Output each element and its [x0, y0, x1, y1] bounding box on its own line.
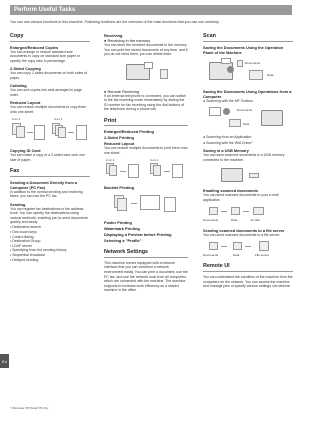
- heading-reduced-layout: Reduced Layout: [10, 100, 41, 106]
- list-item: • Coded dialing: [10, 234, 34, 239]
- text-id-card: You can make a copy of a 2-sided card onto one side of paper.: [10, 153, 85, 162]
- fig-label-2on1: 2 on 1: [106, 158, 115, 163]
- fig-label-documents: Documents: [203, 218, 219, 223]
- heading-poster-printing: Poster Printing: [104, 220, 132, 226]
- text-remote-ui: You can understand the condition of the machine from the computers on the network. You can access the machine and manage jobs or specify various settings via network.: [203, 274, 293, 289]
- fig-label-4on1: 4 on 1: [150, 158, 159, 163]
- fig-label-4on1: 4 on 1: [54, 117, 63, 122]
- language-tab: En: [0, 354, 9, 368]
- footnote: * Windows XP/Vista/7/8 Only: [10, 406, 49, 410]
- heading-scan-panel: Saving the Documents Using the Operation Panel of the Machine: [203, 44, 284, 55]
- fig-label-email: E-mail: [251, 218, 260, 223]
- list-item: • Sequential broadcast: [10, 252, 46, 257]
- column-copy-fax: [10, 33, 90, 262]
- fig-label-data: Data: [243, 122, 250, 127]
- heading-usb: Saving in a USB Memory: [203, 148, 249, 154]
- fig-label-documents: Documents: [245, 60, 261, 65]
- section-title-remote-ui: Remote UI: [203, 263, 293, 272]
- heading-profile: Selecting a "Profile": [104, 238, 142, 244]
- heading-scan-computer: Saving the Documents Using Operations from a Computer: [203, 88, 292, 99]
- fileserver-figure: [203, 240, 293, 260]
- heading-receiving-memory: ● Receiving in the memory: [104, 38, 151, 43]
- heading-sending: Sending: [10, 201, 26, 207]
- heading-print-reduced-layout: Reduced Layout: [104, 141, 135, 147]
- list-item: • LDAP server: [10, 243, 32, 248]
- section-title-print: Print: [104, 118, 188, 127]
- heading-2sided-copying: 2-Sided Copying: [10, 66, 41, 72]
- fig-label-fileserver: File server: [255, 253, 270, 258]
- column-receiving-print: [104, 33, 188, 296]
- receiving-memory-figure: [104, 60, 188, 86]
- fig-label-documents: Documents: [203, 253, 219, 258]
- list-item: • Destination Group: [10, 239, 41, 244]
- text-reduced-layout: You can reduce multiple documents to copy them onto one sheet.: [10, 105, 87, 114]
- text-2sided-copying: You can copy 1-sided documents on both sides of paper.: [10, 71, 88, 80]
- fig-label-data: Data: [231, 218, 238, 223]
- heading-watermark-printing: Watermark Printing: [104, 226, 140, 232]
- heading-id-card: Copying ID Card: [10, 148, 41, 154]
- usb-figure: [203, 165, 293, 185]
- text-app-scan: ● Scanning from an Application: [203, 135, 252, 140]
- intro-text: You can use various functions in this machine. Following functions are the overview of the main functions that you can use routinely.: [10, 20, 220, 24]
- text-receiving-memory: You can store the received documents in the memory. You can print the stored documents at any time, and if you do not need them, you can delete them.: [104, 43, 188, 57]
- column-scan-remote: [203, 33, 293, 292]
- heading-email: Emailing scanned documents: [203, 188, 258, 194]
- page-header: [10, 5, 292, 15]
- heading-remote-receiving: ● Remote Receiving: [104, 88, 140, 94]
- list-item: • Specifying from the sending history: [10, 248, 67, 253]
- list-item: • Delayed sending: [10, 257, 39, 262]
- text-mf-toolbox: ● Scanning with the MF Toolbox: [203, 98, 253, 103]
- text-pc-fax: In addition to the normal sending and receiving faxes, you can use the PC fax.: [10, 189, 83, 199]
- email-figure: [203, 205, 293, 225]
- heading-collating: Collating: [10, 83, 27, 89]
- heading-preview: Displaying a Preview before Printing: [104, 232, 172, 238]
- heading-fileserver: Sending scanned documents to a file server: [203, 228, 285, 234]
- text-enlarged-copies: You can enlarge or reduce standard size documents to copy on standard size paper or specify the copy ratio in percentage.: [10, 49, 81, 63]
- heading-receiving: Receiving: [104, 33, 123, 38]
- booklet-figure: [104, 191, 188, 217]
- heading-pc-fax: Sending a Document Directly from a Computer (PC Fax): [10, 179, 78, 190]
- scan-panel-figure: [203, 56, 293, 86]
- heading-2sided-printing: 2-Sided Printing: [104, 135, 134, 141]
- list-item: • Destination search: [10, 225, 42, 230]
- fig-label-data: Data: [233, 253, 240, 258]
- text-sending: You can register fax destinations in the address book. You can specify the destinations using various methods, enabling you to send documents quickly and easily.: [10, 206, 89, 225]
- text-fileserver: You can send scanned documents to a file server.: [203, 233, 281, 238]
- mf-toolbox-figure: [203, 104, 293, 132]
- text-network: This machine comes equipped with a network interface that you can construct a network environment easily. You can print a document, use the PC fax, and use the network scan from all computers which are connected with the machine. The machine supports to increase work efficiency as a shared machine in the office.: [104, 260, 188, 293]
- fig-label-documents: Documents: [237, 108, 253, 113]
- text-collating: You can sort copies into sets arranged in page order.: [10, 88, 82, 97]
- text-print-reduced-layout: You can reduce multiple documents to print them onto one sheet.: [104, 146, 188, 155]
- print-reduced-figure: [104, 158, 188, 182]
- text-wia-scan: ● Scanning with the WIA Driver*: [203, 140, 253, 145]
- fig-label-2on1: 2 on 1: [12, 117, 21, 122]
- page-header-title: Perform Useful Tasks: [14, 6, 76, 13]
- reduced-layout-figure: [10, 117, 90, 145]
- text-remote-receiving: If an external telephone is connected, you can switch to the fax receiving mode immediately by dialing the ID number for fax receiving using the dial buttons of the telephone during a phone call.: [104, 93, 187, 112]
- section-title-network: Network Settings: [104, 249, 188, 258]
- section-title-copy: Copy: [10, 33, 90, 42]
- heading-enlarged-copies: Enlarged/Reduced Copies: [10, 44, 59, 50]
- list-item: • One-touch keys: [10, 229, 37, 234]
- fig-label-data: Data: [267, 72, 274, 77]
- text-usb: You can save scanned documents in a USB memory connected to the machine.: [203, 153, 285, 162]
- section-title-scan: Scan: [203, 33, 293, 42]
- heading-booklet-printing: Booklet Printing: [104, 185, 135, 191]
- section-title-fax: Fax: [10, 168, 90, 177]
- heading-enlarged-printing: Enlarged/Reduced Printing: [104, 129, 154, 135]
- text-email: You can send scanned documents to your e-mail application.: [203, 193, 279, 202]
